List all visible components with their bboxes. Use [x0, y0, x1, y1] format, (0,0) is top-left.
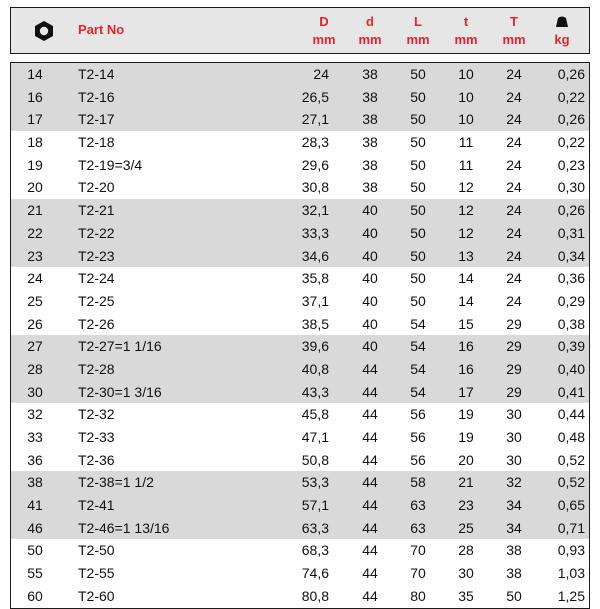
drive-depth-cell: 34 — [506, 519, 522, 536]
size-cell: 26 — [27, 315, 43, 332]
weight-cell: 0,26 — [557, 111, 585, 128]
table-row — [11, 539, 589, 562]
drive-diameter-cell: 38 — [362, 66, 378, 82]
socket-depth-cell: 17 — [458, 383, 474, 400]
socket-depth-cell: 28 — [458, 542, 474, 559]
length-cell: 56 — [410, 451, 426, 468]
size-cell: 25 — [27, 292, 43, 309]
weight-cell: 0,22 — [557, 134, 585, 151]
drive-depth-cell: 30 — [506, 406, 522, 423]
drive-diameter-cell: 44 — [362, 360, 378, 377]
table-row — [11, 63, 589, 86]
size-cell: 16 — [27, 88, 43, 105]
outer-diameter-cell: 26,5 — [301, 88, 329, 105]
socket-depth-cell: 10 — [458, 66, 474, 82]
length-cell: 54 — [410, 315, 426, 332]
drive-diameter-cell: 44 — [362, 519, 378, 536]
part-no-cell: T2-19=3/4 — [78, 156, 143, 173]
length-cell: 50 — [410, 134, 426, 151]
length-cell: 50 — [410, 270, 426, 287]
drive-depth-cell: 38 — [506, 542, 522, 559]
part-no-cell: T2-17 — [78, 111, 115, 128]
size-cell: 17 — [27, 111, 43, 128]
size-cell: 20 — [27, 179, 43, 196]
length-cell: 50 — [410, 224, 426, 241]
table-row — [11, 562, 589, 585]
table-row — [11, 335, 589, 358]
drive-depth-cell: 29 — [506, 338, 522, 355]
col-header-t: t mm — [454, 14, 478, 47]
table-row — [11, 313, 589, 336]
drive-diameter-cell: 44 — [362, 497, 378, 514]
socket-depth-cell: 10 — [458, 88, 474, 105]
table-row — [11, 108, 589, 131]
length-cell: 70 — [410, 565, 426, 582]
drive-diameter-cell: 44 — [362, 542, 378, 559]
drive-diameter-cell: 38 — [362, 134, 378, 151]
table-row — [11, 154, 589, 177]
table-row — [11, 585, 589, 608]
outer-diameter-cell: 40,8 — [301, 360, 329, 377]
table-row — [11, 381, 589, 404]
drive-diameter-cell: 44 — [362, 474, 378, 491]
socket-depth-cell: 12 — [458, 202, 474, 219]
outer-diameter-cell: 47,1 — [301, 429, 329, 445]
outer-diameter-cell: 34,6 — [301, 247, 329, 264]
length-cell: 50 — [410, 88, 426, 105]
weight-cell: 0,31 — [557, 224, 585, 241]
table-row — [11, 245, 589, 268]
weight-cell: 0,30 — [557, 179, 585, 196]
socket-depth-cell: 35 — [458, 587, 474, 604]
socket-depth-cell: 20 — [458, 451, 474, 468]
socket-depth-cell: 11 — [458, 156, 474, 173]
drive-depth-cell: 24 — [506, 179, 522, 196]
drive-depth-cell: 24 — [506, 66, 522, 82]
outer-diameter-cell: 30,8 — [301, 179, 329, 196]
part-no-cell: T2-14 — [78, 66, 115, 82]
part-no-cell: T2-21 — [78, 202, 115, 219]
drive-depth-cell: 24 — [506, 88, 522, 105]
table-row — [11, 131, 589, 154]
weight-cell: 0,52 — [557, 451, 585, 468]
drive-depth-cell: 32 — [506, 474, 522, 491]
length-cell: 80 — [410, 587, 426, 604]
part-no-cell: T2-36 — [78, 451, 115, 468]
col-header-T: T mm — [502, 14, 526, 47]
socket-depth-cell: 16 — [458, 360, 474, 377]
socket-depth-cell: 21 — [458, 474, 474, 491]
part-no-cell: T2-24 — [78, 270, 115, 287]
size-cell: 46 — [27, 519, 43, 536]
drive-diameter-cell: 44 — [362, 406, 378, 423]
outer-diameter-cell: 80,8 — [301, 587, 329, 604]
length-cell: 50 — [410, 156, 426, 173]
col-header-L: L mm — [406, 14, 430, 47]
part-no-header: Part No — [78, 22, 125, 37]
length-cell: 70 — [410, 542, 426, 559]
outer-diameter-cell: 74,6 — [301, 565, 329, 582]
part-no-cell: T2-27=1 1/16 — [78, 338, 162, 355]
weight-cell: 0,44 — [557, 406, 585, 423]
table-row — [11, 86, 589, 109]
col-header-d: d mm — [358, 14, 382, 47]
part-no-cell: T2-41 — [78, 497, 115, 514]
drive-depth-cell: 24 — [506, 111, 522, 128]
hexagon-nut-icon — [33, 20, 55, 42]
socket-depth-cell: 23 — [458, 497, 474, 514]
drive-diameter-cell: 44 — [362, 383, 378, 400]
weight-cell: 1,25 — [557, 587, 585, 604]
drive-diameter-cell: 44 — [362, 565, 378, 582]
size-cell: 28 — [27, 360, 43, 377]
outer-diameter-cell: 50,8 — [301, 451, 329, 468]
table-header — [10, 7, 590, 54]
table-row — [11, 290, 589, 313]
outer-diameter-cell: 35,8 — [301, 270, 329, 287]
size-cell: 14 — [27, 66, 43, 82]
weight-cell: 0,36 — [557, 270, 585, 287]
socket-depth-cell: 12 — [458, 224, 474, 241]
drive-diameter-cell: 44 — [362, 587, 378, 604]
weight-cell: 0,52 — [557, 474, 585, 491]
weight-cell: 0,65 — [557, 497, 585, 514]
length-cell: 58 — [410, 474, 426, 491]
part-no-cell: T2-33 — [78, 429, 115, 445]
drive-diameter-cell: 40 — [362, 224, 378, 241]
table-row — [11, 403, 589, 426]
size-cell: 32 — [27, 406, 43, 423]
part-no-cell: T2-26 — [78, 315, 115, 332]
part-no-cell: T2-60 — [78, 587, 115, 604]
part-no-cell: T2-50 — [78, 542, 115, 559]
socket-depth-cell: 16 — [458, 338, 474, 355]
socket-depth-cell: 13 — [458, 247, 474, 264]
weight-cell: 0,71 — [557, 519, 585, 536]
outer-diameter-cell: 45,8 — [301, 406, 329, 423]
drive-diameter-cell: 38 — [362, 111, 378, 128]
length-cell: 50 — [410, 247, 426, 264]
length-cell: 50 — [410, 292, 426, 309]
part-no-cell: T2-25 — [78, 292, 115, 309]
socket-depth-cell: 14 — [458, 292, 474, 309]
weight-cell: 0,38 — [557, 315, 585, 332]
socket-depth-cell: 25 — [458, 519, 474, 536]
size-cell: 55 — [27, 565, 43, 582]
outer-diameter-cell: 43,3 — [301, 383, 329, 400]
size-cell: 30 — [27, 383, 43, 400]
drive-depth-cell: 24 — [506, 134, 522, 151]
weight-cell: 1,03 — [557, 565, 585, 582]
drive-depth-cell: 50 — [506, 587, 522, 604]
weight-cell: 0,48 — [557, 429, 585, 445]
weight-cell: 0,39 — [557, 338, 585, 355]
size-cell: 36 — [27, 451, 43, 468]
outer-diameter-cell: 39,6 — [301, 338, 329, 355]
drive-depth-cell: 24 — [506, 270, 522, 287]
size-cell: 18 — [27, 134, 43, 151]
drive-depth-cell: 30 — [506, 429, 522, 445]
weight-cell: 0,93 — [557, 542, 585, 559]
weight-cell: 0,26 — [557, 202, 585, 219]
weight-cell: 0,22 — [557, 88, 585, 105]
drive-depth-cell: 24 — [506, 224, 522, 241]
outer-diameter-cell: 32,1 — [301, 202, 329, 219]
length-cell: 56 — [410, 406, 426, 423]
drive-diameter-cell: 44 — [362, 429, 378, 445]
length-cell: 50 — [410, 66, 426, 82]
socket-depth-cell: 19 — [458, 429, 474, 445]
drive-depth-cell: 38 — [506, 565, 522, 582]
part-no-cell: T2-18 — [78, 134, 115, 151]
outer-diameter-cell: 29,6 — [301, 156, 329, 173]
size-cell: 33 — [27, 429, 43, 445]
socket-depth-cell: 30 — [458, 565, 474, 582]
socket-depth-cell: 11 — [458, 134, 474, 151]
part-no-cell: T2-32 — [78, 406, 115, 423]
table-body — [10, 62, 590, 609]
part-no-cell: T2-38=1 1/2 — [78, 474, 154, 491]
spec-table — [10, 7, 590, 609]
part-no-cell: T2-55 — [78, 565, 115, 582]
size-cell: 38 — [27, 474, 43, 491]
length-cell: 56 — [410, 429, 426, 445]
table-row — [11, 222, 589, 245]
weight-cell: 0,23 — [557, 156, 585, 173]
size-cell: 60 — [27, 587, 43, 604]
weight-cell: 0,34 — [557, 247, 585, 264]
table-row — [11, 426, 589, 449]
outer-diameter-cell: 33,3 — [301, 224, 329, 241]
size-cell: 21 — [27, 202, 43, 219]
outer-diameter-cell: 53,3 — [301, 474, 329, 491]
outer-diameter-cell: 63,3 — [301, 519, 329, 536]
part-no-cell: T2-23 — [78, 247, 115, 264]
weight-cell: 0,40 — [557, 360, 585, 377]
table-row — [11, 267, 589, 290]
table-row — [11, 199, 589, 222]
table-row — [11, 449, 589, 472]
length-cell: 54 — [410, 338, 426, 355]
table-row — [11, 176, 589, 199]
size-cell: 19 — [27, 156, 43, 173]
length-cell: 50 — [410, 179, 426, 196]
size-cell: 41 — [27, 497, 43, 514]
drive-diameter-cell: 38 — [362, 156, 378, 173]
outer-diameter-cell: 37,1 — [301, 292, 329, 309]
drive-diameter-cell: 40 — [362, 202, 378, 219]
size-cell: 50 — [27, 542, 43, 559]
drive-diameter-cell: 40 — [362, 270, 378, 287]
socket-depth-cell: 15 — [458, 315, 474, 332]
socket-depth-cell: 10 — [458, 111, 474, 128]
weight-cell: 0,41 — [557, 383, 585, 400]
drive-diameter-cell: 38 — [362, 179, 378, 196]
length-cell: 50 — [410, 202, 426, 219]
drive-diameter-cell: 40 — [362, 315, 378, 332]
size-cell: 24 — [27, 270, 43, 287]
length-cell: 63 — [410, 519, 426, 536]
drive-depth-cell: 24 — [506, 292, 522, 309]
length-cell: 54 — [410, 383, 426, 400]
drive-diameter-cell: 40 — [362, 338, 378, 355]
outer-diameter-cell: 28,3 — [301, 134, 329, 151]
drive-depth-cell: 24 — [506, 247, 522, 264]
length-cell: 54 — [410, 360, 426, 377]
col-header-kg: kg — [539, 8, 585, 53]
size-cell: 27 — [27, 338, 43, 355]
drive-depth-cell: 29 — [506, 360, 522, 377]
socket-depth-cell: 14 — [458, 270, 474, 287]
drive-depth-cell: 29 — [506, 383, 522, 400]
outer-diameter-cell: 24 — [313, 66, 329, 82]
weight-cell: 0,29 — [557, 292, 585, 309]
outer-diameter-cell: 57,1 — [301, 497, 329, 514]
outer-diameter-cell: 38,5 — [301, 315, 329, 332]
outer-diameter-cell: 68,3 — [301, 542, 329, 559]
drive-depth-cell: 30 — [506, 451, 522, 468]
part-no-cell: T2-16 — [78, 88, 115, 105]
drive-diameter-cell: 38 — [362, 88, 378, 105]
table-row — [11, 494, 589, 517]
weight-cell: 0,26 — [557, 66, 585, 82]
socket-depth-cell: 19 — [458, 406, 474, 423]
drive-depth-cell: 24 — [506, 156, 522, 173]
part-no-cell: T2-28 — [78, 360, 115, 377]
col-header-D: D mm — [312, 14, 336, 47]
drive-diameter-cell: 40 — [362, 247, 378, 264]
weight-icon — [539, 14, 585, 28]
drive-depth-cell: 29 — [506, 315, 522, 332]
part-no-cell: T2-46=1 13/16 — [78, 519, 170, 536]
drive-diameter-cell: 44 — [362, 451, 378, 468]
outer-diameter-cell: 27,1 — [301, 111, 329, 128]
part-no-cell: T2-30=1 3/16 — [78, 383, 162, 400]
drive-depth-cell: 24 — [506, 202, 522, 219]
drive-depth-cell: 34 — [506, 497, 522, 514]
part-no-cell: T2-22 — [78, 224, 115, 241]
size-cell: 23 — [27, 247, 43, 264]
table-row — [11, 358, 589, 381]
size-cell: 22 — [27, 224, 43, 241]
length-cell: 63 — [410, 497, 426, 514]
table-row — [11, 471, 589, 494]
socket-depth-cell: 12 — [458, 179, 474, 196]
table-row — [11, 517, 589, 540]
part-no-cell: T2-20 — [78, 179, 115, 196]
length-cell: 50 — [410, 111, 426, 128]
drive-diameter-cell: 40 — [362, 292, 378, 309]
